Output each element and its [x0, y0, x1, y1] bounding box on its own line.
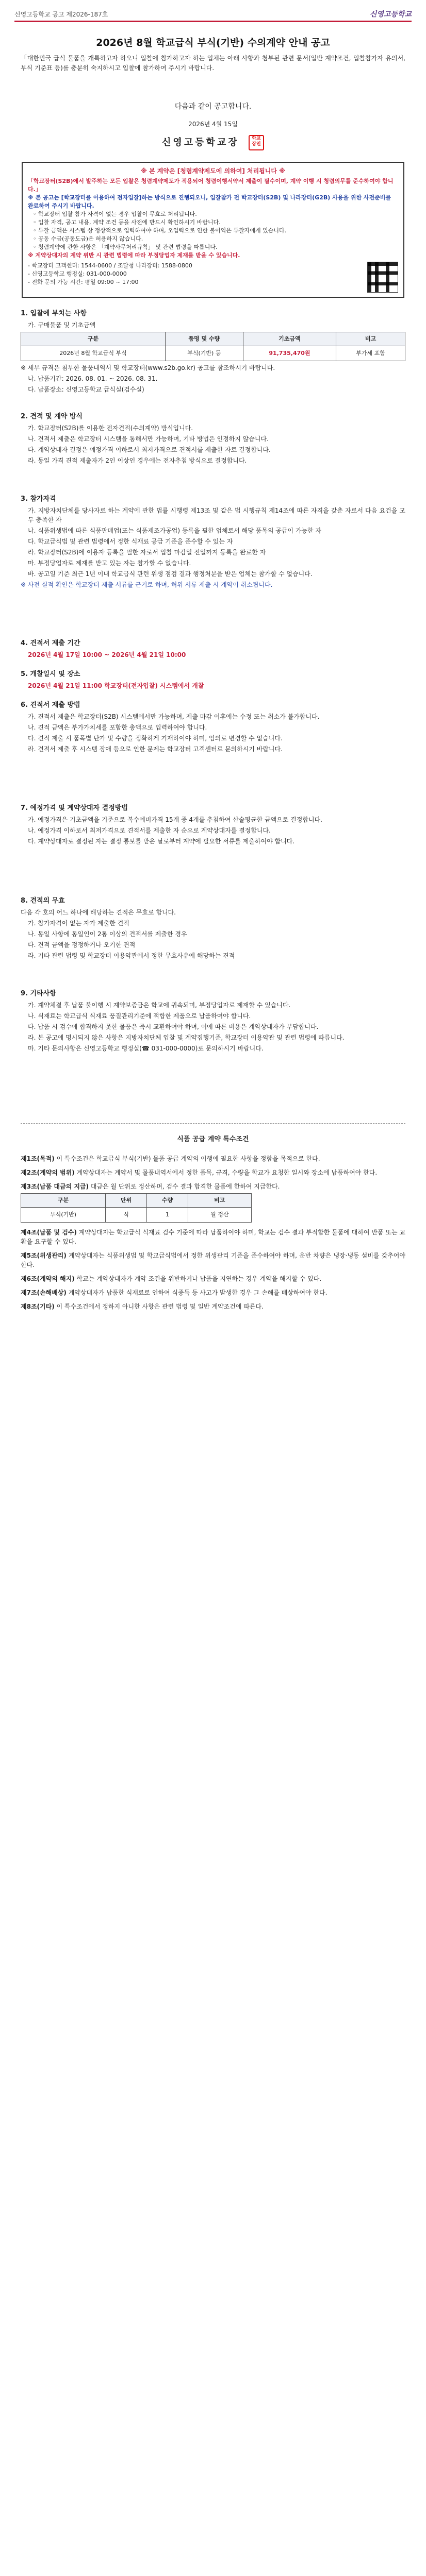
section-text: 마. 기타 문의사항은 신영고등학교 행정실(☎ 031-000-0000)로 문의하시기 바랍니다. — [28, 1045, 264, 1052]
table-cell: 부식(기반) — [21, 1208, 106, 1223]
article-heading: 제8조(기타) — [21, 1303, 55, 1310]
table-cell: 월 정산 — [188, 1208, 252, 1223]
section-text: 나. 예정가격 이하로서 최저가격으로 견적서를 제출한 자 순으로 계약상대자를 결정합니다. — [28, 827, 271, 834]
section-3 — [21, 495, 405, 591]
notice-line: - 신영고등학교 행정실: 031-000-0000 — [28, 270, 127, 277]
article-heading: 제7조(손해배상) — [21, 1289, 67, 1296]
section-heading: 7. 예정가격 및 계약상대자 결정방법 — [21, 804, 128, 812]
section-text: 다. 견적 금액을 정정하거나 오기한 견적 — [28, 941, 136, 948]
section-text: 가. 참가자격이 없는 자가 제출한 견적 — [28, 920, 129, 927]
section-text: 나. 식재료는 학교급식 식재료 품질관리기준에 적합한 제품으로 납품하여야 합니다. — [28, 1012, 251, 1020]
table-row — [21, 346, 405, 361]
notice-line: - 학교장터 고객센터: 1544-0600 / 조달청 나라장터: 1588-0800 — [28, 262, 192, 269]
signature-block — [0, 135, 426, 150]
table-cell: 식 — [106, 1208, 147, 1223]
section-sub: 가. 구매물품 및 기초금액 — [28, 321, 96, 329]
section-text: 나. 식품위생법에 따른 식품판매업(또는 식품제조가공업) 등록을 필한 업체로서 해당 품목의 공급이 가능한 자 — [28, 527, 322, 534]
article-heading: 제4조(납품 및 검수) — [21, 1229, 77, 1236]
notice-contacts — [28, 262, 362, 293]
section-text: 나. 견적 금액은 부가가치세를 포함한 총액으로 입력하여야 합니다. — [28, 724, 207, 731]
section-text: 가. 예정가격은 기초금액을 기준으로 복수예비가격 15개 중 4개를 추첨하여 산술평균한 금액으로 결정합니다. — [28, 816, 322, 823]
notice-line: - 전화 문의 가능 시간: 평일 09:00 ~ 17:00 — [28, 279, 139, 285]
article-heading: 제5조(위생관리) — [21, 1252, 67, 1259]
notice-contact-row — [28, 262, 398, 293]
table-cell: 부가세 포함 — [336, 346, 405, 361]
section-text: 다. 계약상대자로 결정된 자는 결정 통보를 받은 날로부터 계약에 필요한 서류를 제출하여야 합니다. — [28, 838, 295, 845]
payment-table — [21, 1193, 252, 1223]
table-header: 수량 — [147, 1194, 188, 1208]
notice-line: 「학교장터(S2B)에서 발주하는 모든 입찰은 청렴계약제도가 적용되어 청렴이행서약서 제출이 필수이며, 계약 이행 시 청렴의무를 준수하여야 합니다.」 — [28, 178, 394, 193]
section-heading: 8. 견적의 무효 — [21, 897, 65, 905]
table-row — [21, 1208, 252, 1223]
notice-line: ◦ 투찰 금액은 시스템 상 정상적으로 입력하여야 하며, 오입력으로 인한 불이익은 투찰자에게 있습니다. — [33, 227, 287, 234]
table-cell: 91,735,470원 — [243, 346, 336, 361]
section-text: 가. 지방자치단체를 당사자로 하는 계약에 관한 법률 시행령 제13조 및 같은 법 시행규칙 제14조에 따른 자격을 갖춘 자로서 다음 요건을 모두 충족한 자 — [28, 507, 405, 523]
article-heading: 제3조(납품 대금의 지급) — [21, 1183, 89, 1190]
special-terms — [21, 1154, 405, 1313]
signature-name: 신영고등학교장 — [162, 137, 239, 148]
section-7 — [21, 804, 405, 848]
table-cell: 1 — [147, 1208, 188, 1223]
article-text: 이 특수조건에서 정하지 아니한 사항은 관련 법령 및 일반 계약조건에 따른다. — [56, 1303, 264, 1310]
section-1 — [21, 309, 405, 396]
article-text: 학교는 계약상대자가 계약 조건을 위반하거나 납품을 지연하는 경우 계약을 해지할 수 있다. — [76, 1275, 322, 1282]
section-5 — [21, 670, 405, 692]
article-text: 계약상대자는 식품위생법 및 학교급식법에서 정한 위생관리 기준을 준수하여야 하며, 운반 차량은 냉장·냉동 설비를 갖추어야 한다. — [21, 1252, 405, 1268]
header-divider — [14, 21, 412, 22]
section-8 — [21, 896, 405, 962]
section-text: 나. 동일 사항에 동일인이 2통 이상의 견적서를 제출한 경우 — [28, 930, 187, 938]
section-sub: 다. 납품장소: 신영고등학교 급식실(검수실) — [28, 386, 144, 393]
announce-date: 2026년 4월 15일 — [188, 121, 238, 128]
section-heading: 6. 견적서 제출 방법 — [21, 701, 80, 709]
notice-heading: ※ 본 계약은 [청렴계약제도에 의하여] 처리됩니다 ※ — [141, 167, 285, 175]
table-header: 기초금액 — [243, 332, 336, 346]
opening-datetime: 2026년 4월 21일 11:00 학교장터(전자입찰) 시스템에서 개찰 — [28, 682, 204, 689]
article-heading: 제6조(계약의 해지) — [21, 1275, 75, 1282]
table-header: 구분 — [21, 332, 166, 346]
article-heading: 제2조(계약의 범위) — [21, 1169, 75, 1176]
section-heading: 3. 참가자격 — [21, 495, 56, 503]
section-text: 다. 학교급식법 및 관련 법령에서 정한 식재료 공급 기준을 준수할 수 있는 자 — [28, 538, 233, 545]
page-title: 2026년 8월 학교급식 부식(기반) 수의계약 안내 공고 — [96, 37, 330, 48]
section-text: ※ 세부 규격은 첨부한 물품내역서 및 학교장터(www.s2b.go.kr) 공고를 참조하시기 바랍니다. — [21, 364, 275, 371]
section-sub: 나. 납품기간: 2026. 08. 01. ~ 2026. 08. 31. — [28, 375, 158, 382]
section-heading: 1. 입찰에 부치는 사항 — [21, 310, 87, 317]
section-text: 라. 학교장터(S2B)에 이용자 등록을 필한 자로서 입찰 마감일 전일까지 등록을 완료한 자 — [28, 549, 266, 556]
official-seal: 학교장인 — [249, 135, 264, 150]
notice-line: ※ 계약상대자의 계약 위반 시 관련 법령에 따라 부정당업자 제재를 받을 수 있습니다. — [28, 252, 240, 259]
section-heading: 5. 개찰일시 및 장소 — [21, 670, 80, 678]
section-heading: 2. 견적 및 계약 방식 — [21, 413, 83, 420]
section-4 — [21, 639, 405, 661]
announce-line: 다음과 같이 공고합니다. — [174, 103, 252, 111]
notice-line: ◦ 공동 수급(공동도급)은 허용하지 않습니다. — [33, 235, 143, 242]
article-text: 이 특수조건은 학교급식 부식(기반) 물품 공급 계약의 이행에 필요한 사항을 정함을 목적으로 한다. — [56, 1155, 320, 1162]
integrity-notice-box — [22, 162, 404, 298]
section-note: ※ 사전 실적 확인은 학교장터 제출 서류를 근거로 하며, 허위 서류 제출 시 계약이 취소됩니다. — [21, 581, 273, 588]
item-table — [21, 332, 405, 361]
article-text: 계약상대자는 계약서 및 물품내역서에서 정한 품목, 규격, 수량을 학교가 요청한 일시와 장소에 납품하여야 한다. — [76, 1169, 378, 1176]
section-text: 다. 견적 제출 시 품목별 단가 및 수량을 정확하게 기재하여야 하며, 임의로 변경할 수 없습니다. — [28, 735, 283, 742]
article-heading: 제1조(목적) — [21, 1155, 55, 1162]
section-text: 마. 부정당업자로 제재를 받고 있는 자는 참가할 수 없습니다. — [28, 560, 191, 567]
intro-paragraph: 「대한민국 급식 물품을 개특하고자 하오니 입찰에 참가하고자 하는 업체는 아래 사항과 첨부된 관련 문서(일반 계약조건, 입찰참가자 유의서, 부식 기준표 등)를 충분히 숙지하시고 입찰에 참가하여 주시기 바랍니다. — [21, 55, 405, 72]
section-text: 다음 각 호의 어느 하나에 해당하는 견적은 무효로 합니다. — [21, 909, 176, 916]
section-text: 나. 견적서 제출은 학교장터 시스템을 통해서만 가능하며, 기타 방법은 인정하지 않습니다. — [28, 435, 269, 443]
table-header: 품명 및 수량 — [165, 332, 243, 346]
article-text: 계약상대자는 학교급식 식재료 검수 기준에 따라 납품하여야 하며, 학교는 검수 결과 부적합한 물품에 대하여 반품 또는 교환을 요구할 수 있다. — [21, 1229, 405, 1245]
notice-line: ◦ 학교장터 입찰 참가 자격이 없는 경우 입찰이 무효로 처리됩니다. — [33, 211, 197, 217]
table-header: 비고 — [188, 1194, 252, 1208]
section-text: 바. 공고일 기준 최근 1년 이내 학교급식 관련 위생 점검 결과 행정처분을 받은 업체는 참가할 수 없습니다. — [28, 570, 313, 578]
section-6 — [21, 701, 405, 755]
header-doc-number: 신영고등학교 공고 제2026-187호 — [14, 10, 108, 18]
notice-line: ◦ 입찰 자격, 공고 내용, 계약 조건 등을 사전에 반드시 확인하시기 바랍니다. — [33, 219, 221, 226]
notice-line: ◦ 청렴계약에 관한 사항은 「계약사무처리규칙」 및 관련 법령을 따릅니다. — [33, 244, 218, 250]
section-text: 가. 견적서 제출은 학교장터(S2B) 시스템에서만 가능하며, 제출 마감 이후에는 수정 또는 취소가 불가합니다. — [28, 713, 320, 720]
table-header: 단위 — [106, 1194, 147, 1208]
school-logo: 신영고등학교 — [369, 10, 412, 19]
section-text: 다. 납품 시 검수에 합격하지 못한 물품은 즉시 교환하여야 하며, 이에 따른 비용은 계약상대자가 부담합니다. — [28, 1023, 319, 1030]
section-text: 라. 기타 관련 법령 및 학교장터 이용약관에서 정한 무효사유에 해당하는 견적 — [28, 952, 235, 959]
article-text: 대금은 월 단위로 정산하며, 검수 결과 합격한 물품에 한하여 지급한다. — [90, 1183, 280, 1190]
section-2 — [21, 412, 405, 467]
section-text: 라. 동일 가격 견적 제출자가 2인 이상인 경우에는 전자추첨 방식으로 결정합니다. — [28, 457, 247, 464]
section-heading: 9. 기타사항 — [21, 990, 56, 997]
article-text: 계약상대자가 납품한 식재료로 인하여 식중독 등 사고가 발생한 경우 그 손해를 배상하여야 한다. — [68, 1289, 327, 1296]
table-header: 비고 — [336, 332, 405, 346]
section-heading: 4. 견적서 제출 기간 — [21, 639, 80, 647]
qr-code-icon — [367, 262, 398, 293]
section-9 — [21, 989, 405, 1055]
section-text: 가. 학교장터(S2B)를 이용한 전자견적(수의계약) 방식입니다. — [28, 425, 193, 432]
submission-period: 2026년 4월 17일 10:00 ~ 2026년 4월 21일 10:00 — [28, 651, 186, 658]
notice-line: ※ 본 공고는 [학교장터를 이용하여 전자입찰]하는 방식으로 진행되오니, 입찰참가 전 학교장터(S2B) 및 나라장터(G2B) 사용을 위한 사전준비를 완료하여 주시기 바랍니다. — [28, 194, 391, 209]
section-text: 라. 본 공고에 명시되지 않은 사항은 지방자치단체 입찰 및 계약집행기준, 학교장터 이용약관 및 관련 법령에 따릅니다. — [28, 1034, 345, 1041]
section-text: 라. 견적서 제출 후 시스템 장애 등으로 인한 문제는 학교장터 고객센터로 문의하시기 바랍니다. — [28, 745, 283, 753]
table-cell: 2026년 8월 학교급식 부식 — [21, 346, 166, 361]
table-header: 구분 — [21, 1194, 106, 1208]
section-divider — [21, 1123, 405, 1124]
section-text: 다. 계약상대자 결정은 예정가격 이하로서 최저가격으로 견적서를 제출한 자로 결정합니다. — [28, 446, 271, 453]
table-cell: 부식(기반) 등 — [165, 346, 243, 361]
header-bar — [14, 9, 412, 19]
special-terms-title: 식품 공급 계약 특수조건 — [177, 1136, 249, 1143]
section-text: 가. 계약체결 후 납품 불이행 시 계약보증금은 학교에 귀속되며, 부정당업자로 제재할 수 있습니다. — [28, 1002, 291, 1009]
